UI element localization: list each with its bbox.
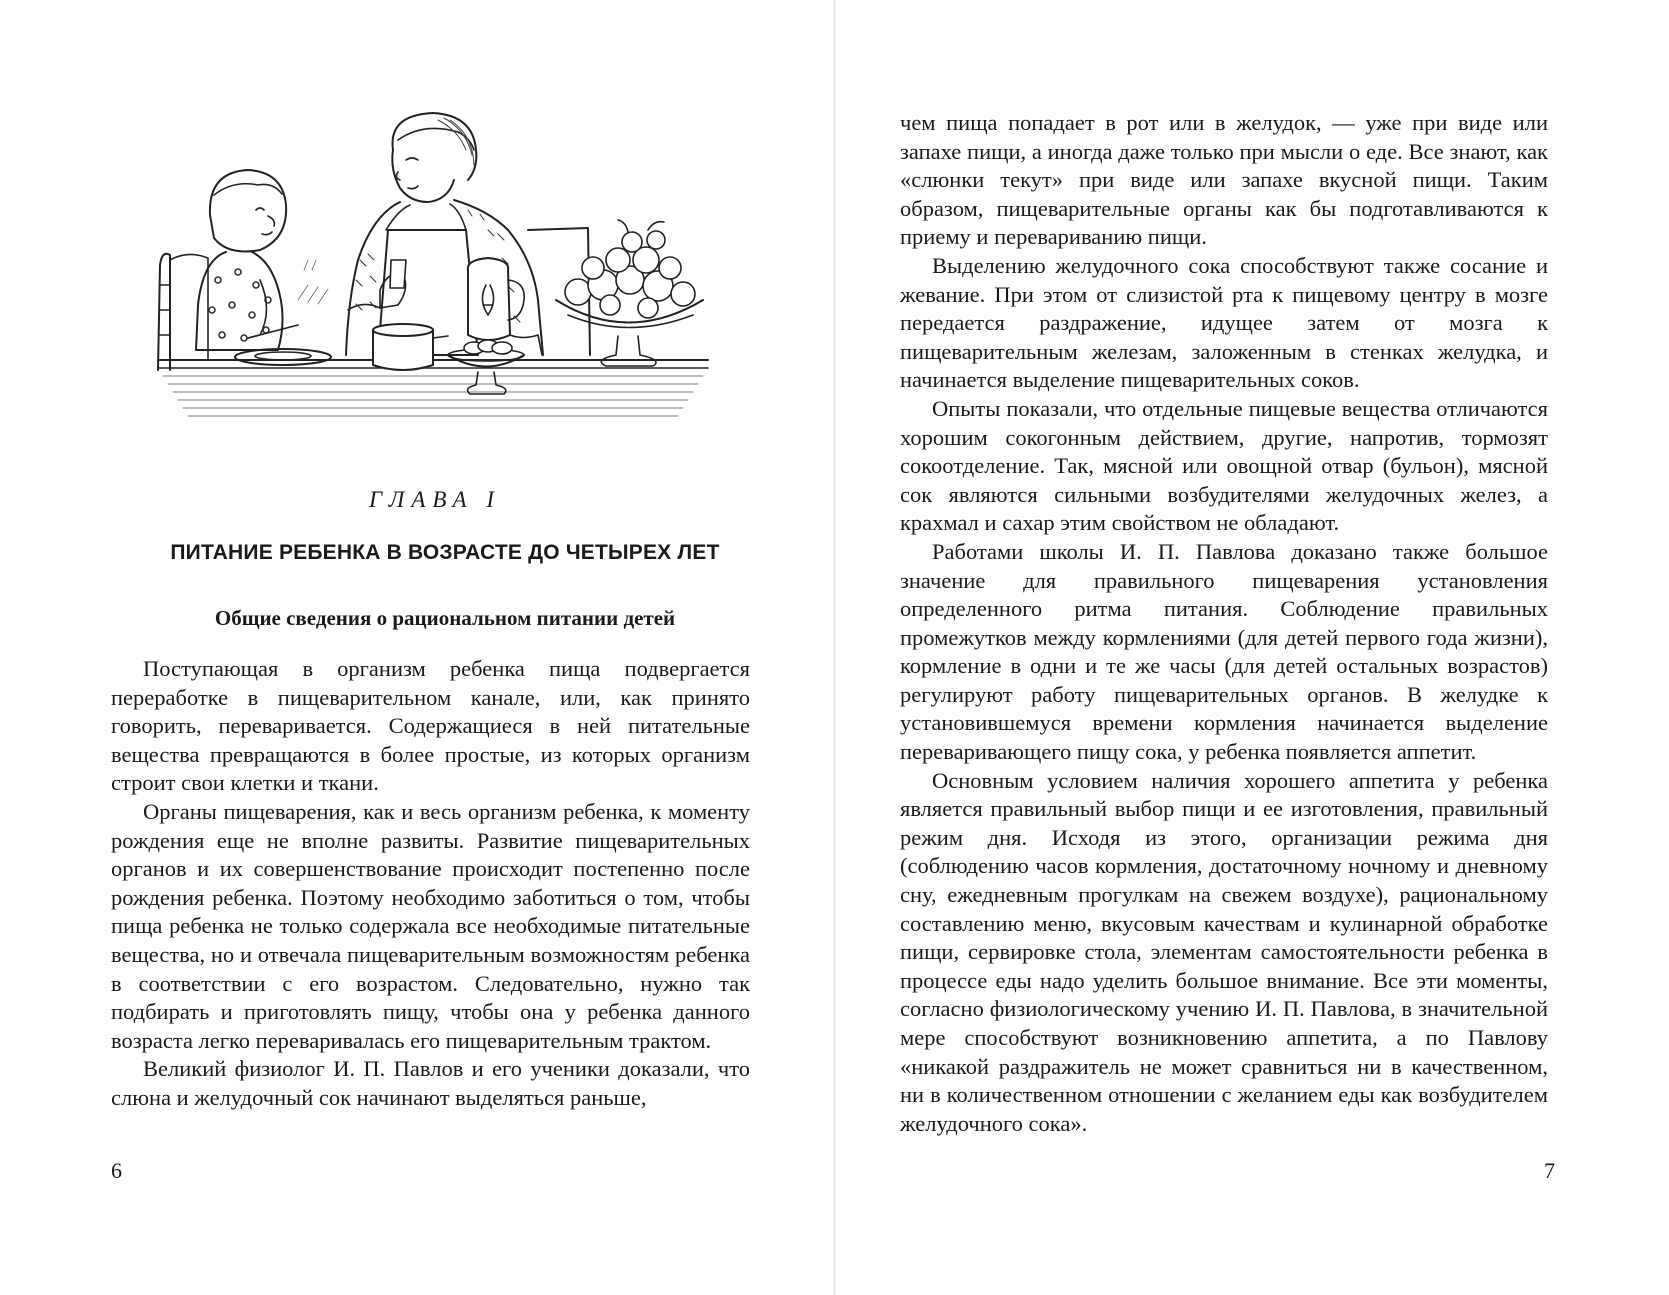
chapter-label: ГЛАВА I	[368, 487, 502, 512]
section-title: Общие сведения о рациональном питании детей	[214, 606, 676, 630]
paragraph: Органы пищеварения, как и весь организм ребенка, к моменту рождения еще не вполне развиты. Развитие пищеварительных органов и их совершенствование происходит постепенно после рождения ребенка. Поэтому необходимо заботиться о том, чтобы пища ребенка не только содержала все необходимые питательные вещества, но и отвечала пищеварительным возможностям ребенка в соответствии с его возрастом. Следовательно, нужно так подбирать и приготовлять пищу, чтобы она у ребенка данного возраста легко переваривалась его пищеварительным трактом.	[111, 798, 750, 1053]
right-page	[836, 0, 1666, 1295]
mother-child-table-illustration	[148, 110, 718, 425]
page-number: 6	[111, 1158, 122, 1183]
continued-paragraph: чем пища попадает в рот или в желудок, — уже при виде или запахе пищи, а иногда даже только при мысли о еде. Все знают, как «слюнки текут» при виде или запахе вкусной пищи. Таким образом, пищеварительные органы как бы подготавливаются к приему и перевариванию пищи.	[900, 110, 1548, 250]
right-page-text	[900, 109, 1548, 1138]
paragraph: Работами школы И. П. Павлова доказано также большое значение для правильного пищеварения установления определенного ритма питания. Соблюдение правильных промежутков между кормлениями (для детей первого года жизни), кормление в одни и те же часы (для детей остальных возрастов) регулируют работу пищеварительных органов. В желудке к установившемуся времени кормления начинается выделение переваривающего пищу сока, у ребенка появляется аппетит.	[900, 538, 1548, 765]
page-number: 7	[1544, 1158, 1555, 1183]
chapter-title: ПИТАНИЕ РЕБЕНКА В ВОЗРАСТЕ ДО ЧЕТЫРЕХ ЛЕТ	[170, 541, 720, 564]
paragraph: Поступающая в организм ребенка пища подвергается переработке в пищеварительном канале, или, как принято говорить, переваривается. Содержащиеся в ней питательные вещества превращаются в более простые, из которых организм строит свои клетки и ткани.	[111, 656, 750, 796]
paragraph: Великий физиолог И. П. Павлов и его ученики доказали, что слюна и желудочный сок начинают выделяться раньше,	[111, 1056, 750, 1110]
paragraph: Выделению желудочного сока способствуют также сосание и жевание. При этом от слизистой рта к пищевому центру в мозге передается раздражение, идущее затем от мозга к пищеварительным железам, заложенным в стенках желудка, и начинается выделение пищеварительных соков.	[900, 252, 1548, 393]
left-page-text	[111, 655, 750, 1113]
paragraph: Опыты показали, что отдельные пищевые вещества отличаются хорошим сокогонным действием, другие, напротив, тормозят сокоотделение. Так, мясной или овощной отвар (бульон), мясной сок являются сильными возбудителями желудочных желез, а крахмал и сахар этим свойством не обладают.	[900, 395, 1548, 536]
left-page	[0, 0, 830, 1295]
paragraph: Основным условием наличия хорошего аппетита у ребенка является правильный выбор пищи и ее изготовления, правильный режим дня. Исходя из этого, организации режима дня (соблюдению часов кормления, достаточному ночному и дневному сну, ежедневным прогулкам на свежем воздухе), рациональному составлению меню, вкусовым качествам и кулинарной обработке пищи, сервировке стола, элементам самостоятельности ребенка в процессе еды надо уделить большое внимание. Все эти моменты, согласно физиологическому учению И. П. Павлова, в значительной мере способствуют возникновению аппетита, а по Павлову «никакой раздражитель не может сравниться ни в качественном, ни в количественном отношении с желанием еды как возбудителем желудочного сока».	[900, 767, 1548, 1136]
